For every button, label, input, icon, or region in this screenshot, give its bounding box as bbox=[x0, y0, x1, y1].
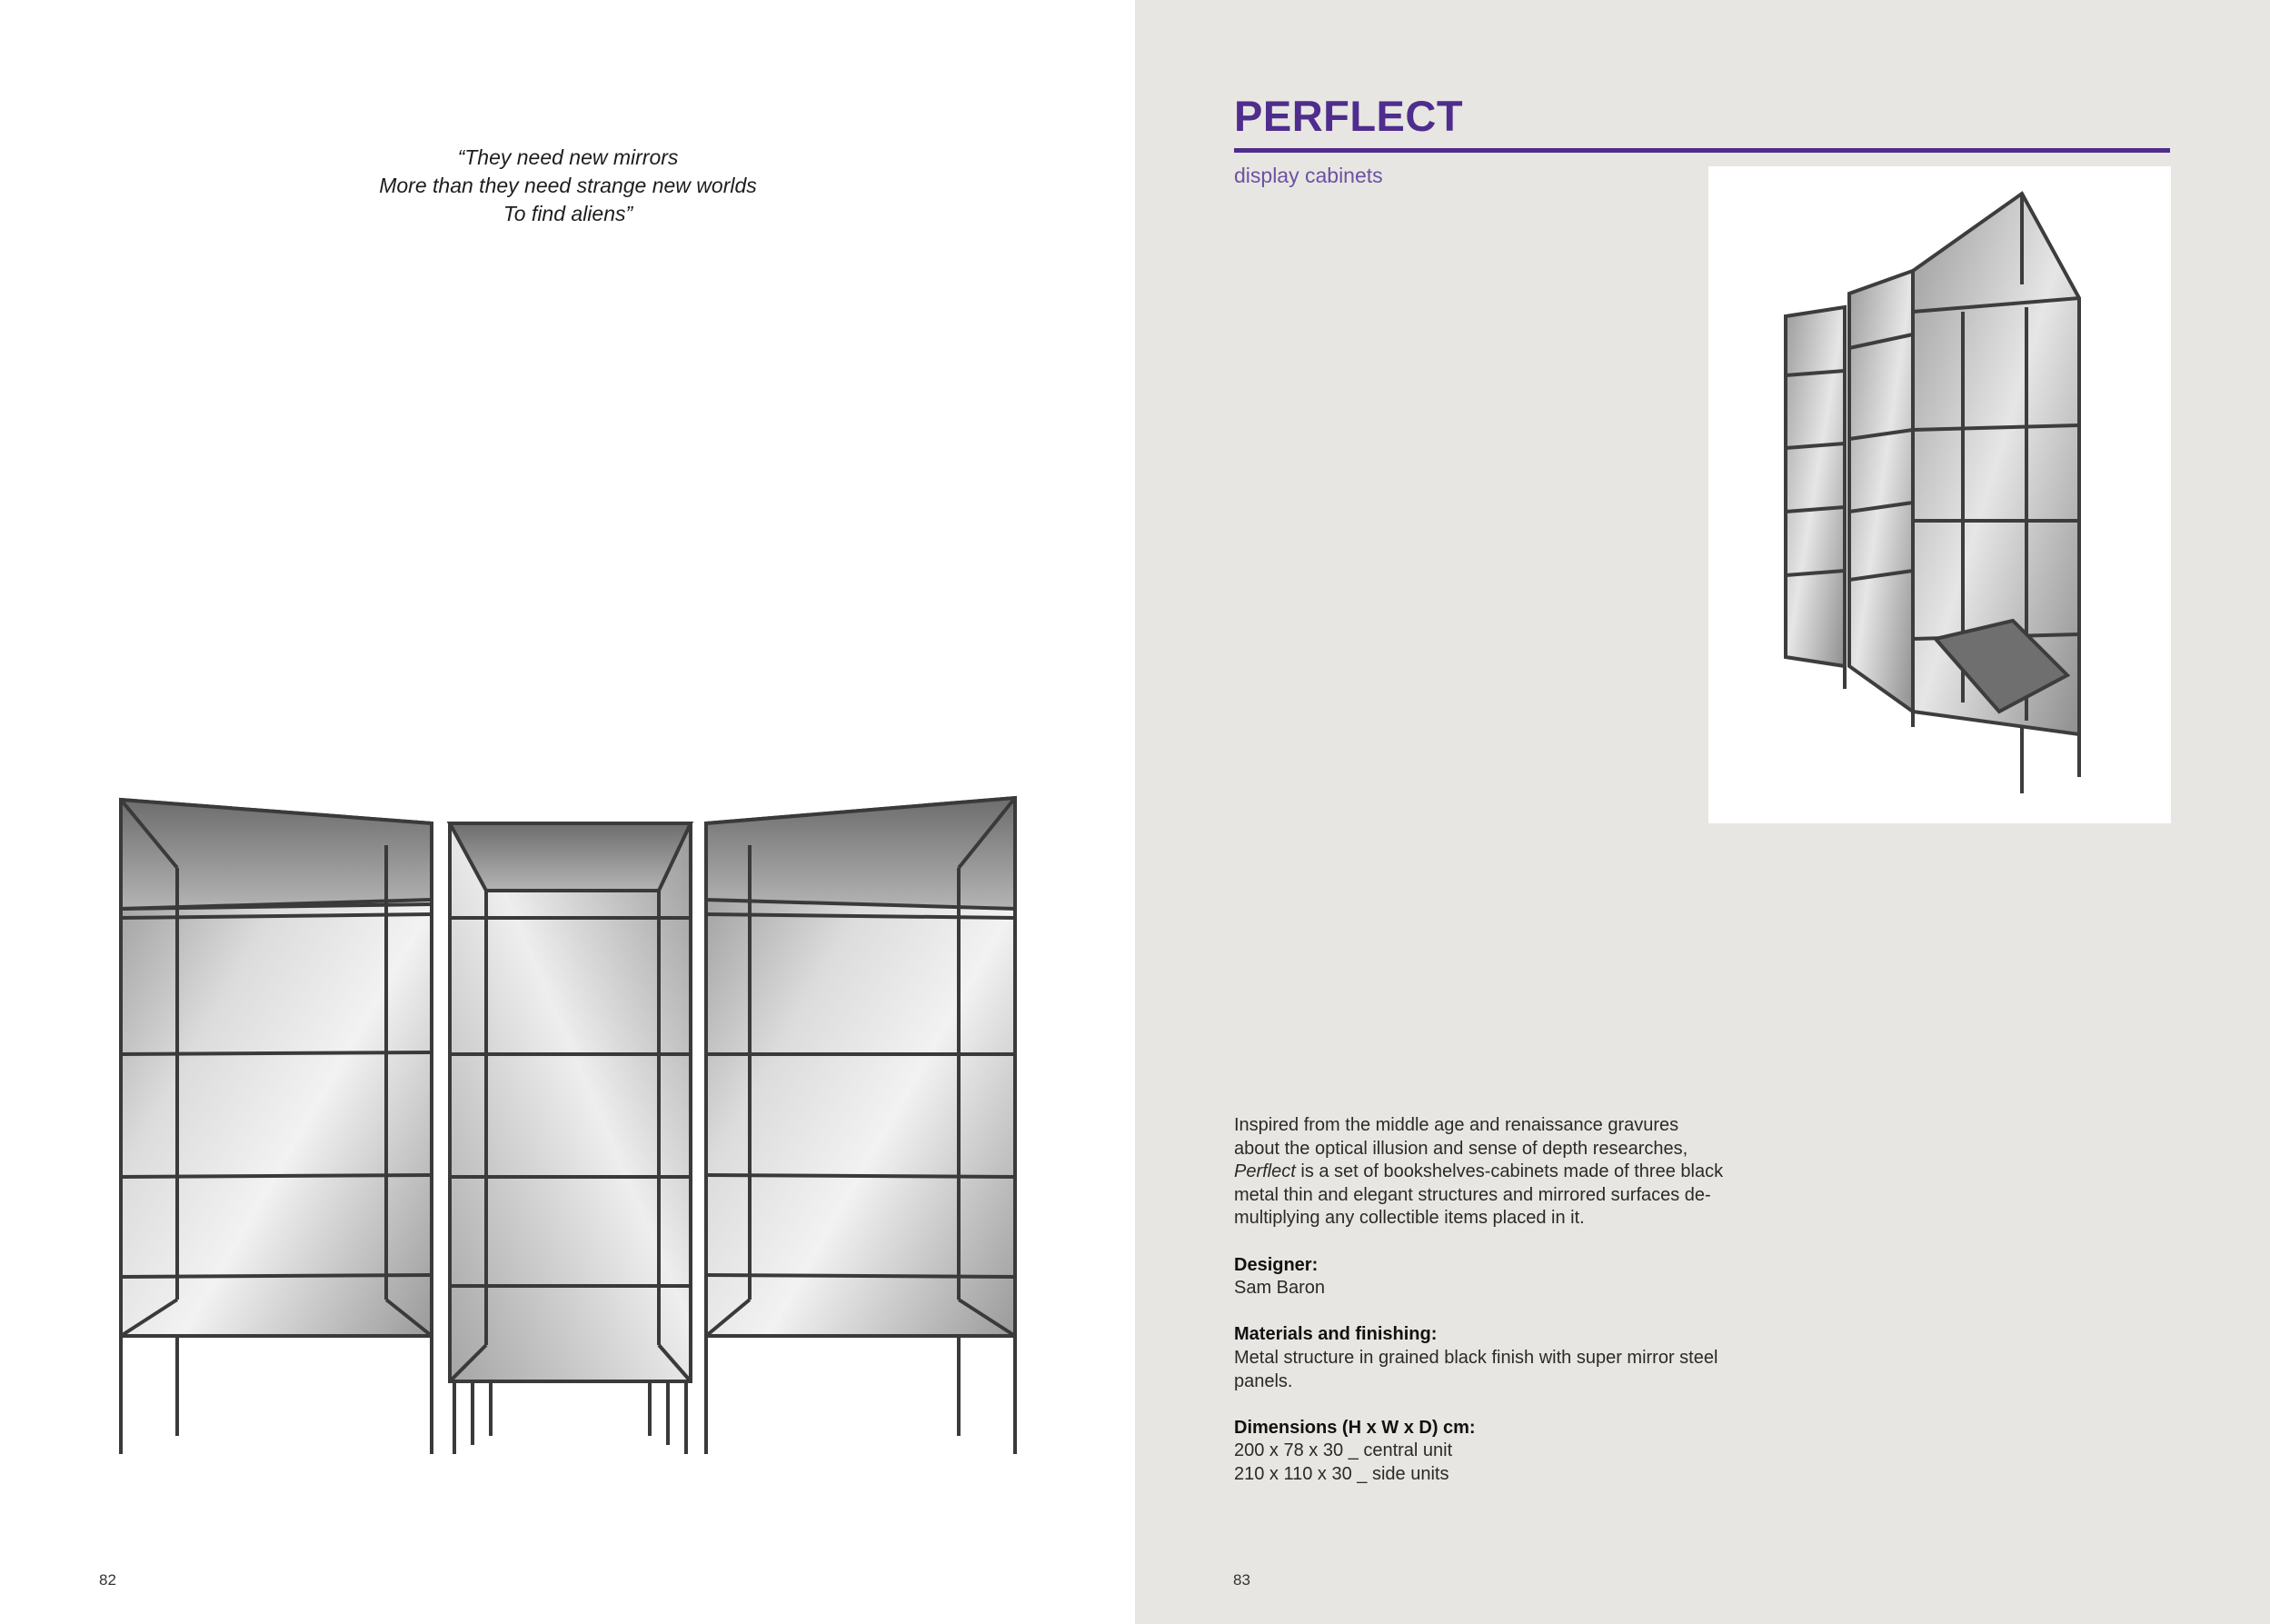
quote-line: More than they need strange new worlds bbox=[379, 174, 757, 197]
page-number: 83 bbox=[1233, 1571, 1250, 1589]
cabinets-front-photo bbox=[114, 791, 1022, 1463]
title-divider bbox=[1234, 148, 2170, 153]
product-name-inline: Perflect bbox=[1234, 1161, 1296, 1182]
materials-spec bbox=[1234, 1323, 1725, 1393]
description-text: Inspired from the middle age and renaissance gravures about the optical illusion and sense of depth researches, bbox=[1234, 1115, 1688, 1159]
dimensions-spec bbox=[1234, 1417, 1725, 1487]
product-description bbox=[1234, 1114, 1725, 1487]
designer-value: Sam Baron bbox=[1234, 1278, 1326, 1299]
materials-label: Materials and finishing: bbox=[1234, 1324, 1438, 1345]
right-page bbox=[1135, 0, 2270, 1624]
quote bbox=[204, 144, 931, 228]
quote-line: To find aliens” bbox=[503, 202, 633, 225]
quote-line: “They need new mirrors bbox=[457, 145, 679, 169]
description-text: is a set of bookshelves-cabinets made of three black metal thin and elegant structures and mirrored surfaces de-multiplying any collectible items placed in it. bbox=[1234, 1161, 1724, 1229]
description-paragraph bbox=[1234, 1114, 1725, 1230]
designer-label: Designer: bbox=[1234, 1254, 1319, 1275]
dimensions-value: 210 x 110 x 30 _ side units bbox=[1234, 1463, 1449, 1484]
cabinets-angle-photo bbox=[1708, 166, 2171, 823]
product-subtitle: display cabinets bbox=[1234, 164, 1383, 187]
dimensions-value: 200 x 78 x 30 _ central unit bbox=[1234, 1440, 1453, 1461]
page-number: 82 bbox=[99, 1571, 116, 1589]
product-title: PERFLECT bbox=[1234, 92, 1464, 140]
materials-value: Metal structure in grained black finish with super mirror steel panels. bbox=[1234, 1347, 1718, 1391]
dimensions-label: Dimensions (H x W x D) cm: bbox=[1234, 1417, 1476, 1438]
designer-spec bbox=[1234, 1254, 1725, 1300]
